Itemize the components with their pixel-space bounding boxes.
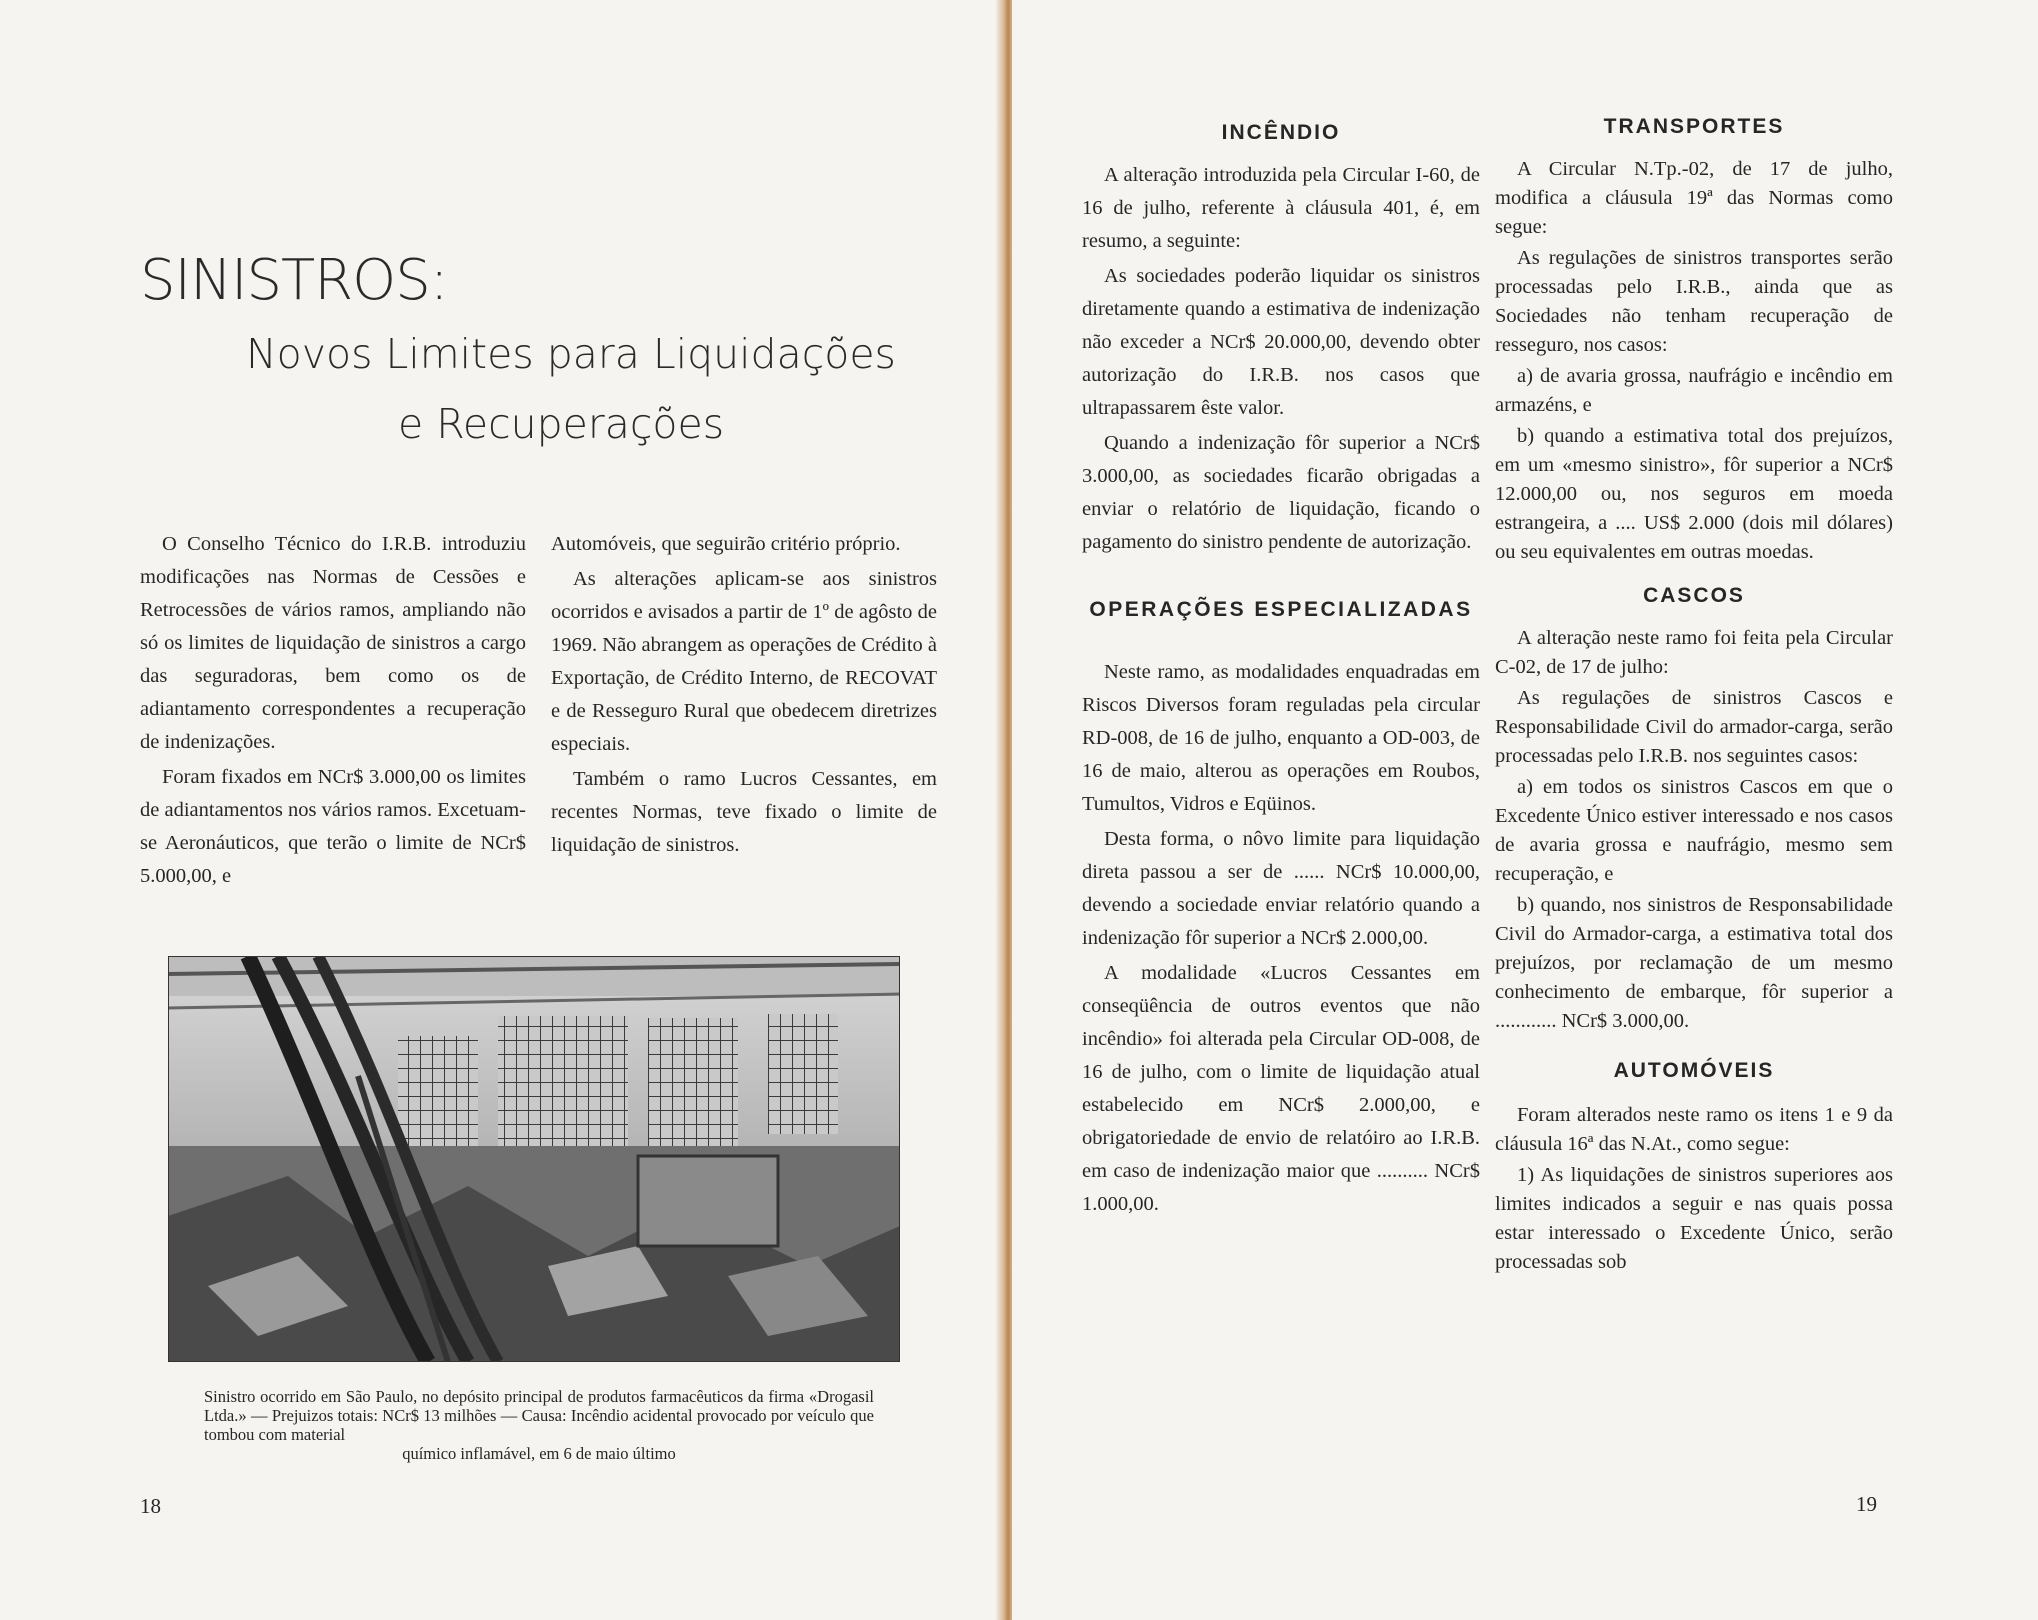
left-page bbox=[0, 0, 1000, 1620]
paragraph: 1) As liquidações de sinistros superiores aos limites indicados a seguir e nas quais possa estar interessado o Excedente Único, serão processadas sob bbox=[1495, 1164, 1893, 1273]
paragraph: A alteração introduzida pela Circular I-60, de 16 de julho, referente à cláusula 401, é, em resumo, a seguinte: bbox=[1082, 164, 1480, 252]
list-item: a) de avaria grossa, naufrágio e incêndio em armazéns, e bbox=[1495, 365, 1893, 416]
article-subtitle-line2: e Recuperações bbox=[398, 400, 725, 448]
page-number-right: 19 bbox=[1856, 1492, 1877, 1516]
article-title: SINISTROS: bbox=[140, 248, 448, 313]
fire-damage-photo bbox=[168, 956, 900, 1362]
paragraph: As regulações de sinistros Cascos e Responsabilidade Civil do armador-carga, serão processadas pelo I.R.B. nos seguintes casos: bbox=[1495, 687, 1893, 767]
list-item: a) em todos os sinistros Cascos em que o Excedente Único estiver interessado e nos casos de avaria grossa e naufrágio, mesmo sem recuperação, e bbox=[1495, 776, 1893, 885]
left-column-2 bbox=[551, 528, 937, 864]
paragraph: O Conselho Técnico do I.R.B. introduziu modificações nas Normas de Cessões e Retrocessões de vários ramos, ampliando não só os limites de liquidação de sinistros a cargo das seguradoras, bem como os de adiantamento correspondentes a recuperação de indenizações. bbox=[140, 533, 526, 753]
caption-text: Sinistro ocorrido em São Paulo, no depósito principal de produtos farmacêuticos da firma «Drogasil Ltda.» — Prejuizos totais: NCr$ 13 milhões — Causa: Incêndio acidental provocado por veículo que tombou com material bbox=[204, 1387, 874, 1444]
page-number-left: 18 bbox=[140, 1494, 161, 1518]
paragraph: Neste ramo, as modalidades enquadradas em Riscos Diversos foram reguladas pela circular RD-008, de 16 de julho, enquanto a OD-003, de 16 de maio, alterou as operações em Roubos, Tumultos, Vidros e Eqüinos. bbox=[1082, 661, 1480, 815]
heading-automoveis: AUTOMÓVEIS bbox=[1613, 1059, 1775, 1082]
paragraph: As alterações aplicam-se aos sinistros ocorridos e avisados a partir de 1º de agôsto de 1969. Não abrangem as operações de Crédito à Exportação, de Crédito Interno, de RECOVAT e de Resseguro Rural que obedecem diretrizes especiais. bbox=[551, 568, 937, 755]
heading-cascos: CASCOS bbox=[1643, 584, 1745, 607]
caption-last-line: químico inflamável, em 6 de maio último bbox=[402, 1444, 676, 1463]
right-column-1 bbox=[1082, 116, 1480, 1223]
paragraph: Foram alterados neste ramo os itens 1 e 9 da cláusula 16ª das N.At., como segue: bbox=[1495, 1104, 1893, 1155]
paragraph: A modalidade «Lucros Cessantes em conseqüência de outros eventos que não incêndio» foi alterada pela Circular OD-008, de 16 de julho, com o limite de liquidação atual estabelecido em NCr$ 2.000,00, e obrigatoriedade de envio de relatóiro ao I.R.B. em caso de indenização maior que .......... NCr$ 1.000,00. bbox=[1082, 962, 1480, 1215]
paragraph: Foram fixados em NCr$ 3.000,00 os limites de adiantamentos nos vários ramos. Excetuam-se Aeronáuticos, que terão o limite de NCr$ 5.000,00, e bbox=[140, 766, 526, 887]
paragraph: Automóveis, que seguirão critério próprio. bbox=[551, 533, 901, 555]
paragraph: Desta forma, o nôvo limite para liquidação direta passou a ser de ...... NCr$ 10.000,00, devendo a sociedade enviar relatório quando a indenização fôr superior a NCr$ 2.000,00. bbox=[1082, 828, 1480, 949]
paragraph: Também o ramo Lucros Cessantes, em recentes Normas, teve fixado o limite de liquidação de sinistros. bbox=[551, 768, 937, 856]
heading-operacoes-especializadas: OPERAÇÕES ESPECIALIZADAS bbox=[1089, 598, 1473, 621]
right-page bbox=[1012, 0, 2038, 1620]
paragraph: As regulações de sinistros transportes serão processadas pelo I.R.B., ainda que as Sociedades não tenham recuperação de resseguro, nos casos: bbox=[1495, 247, 1893, 356]
right-column-2 bbox=[1495, 112, 1893, 1279]
heading-incendio: INCÊNDIO bbox=[1221, 121, 1341, 144]
paragraph: As sociedades poderão liquidar os sinistros diretamente quando a estimativa de indenização não exceder a NCr$ 20.000,00, devendo obter autorização do I.R.B. nos casos que ultrapassarem êste valor. bbox=[1082, 265, 1480, 419]
left-column-1 bbox=[140, 528, 526, 895]
heading-transportes: TRANSPORTES bbox=[1603, 115, 1785, 138]
paragraph: Quando a indenização fôr superior a NCr$ 3.000,00, as sociedades ficarão obrigadas a enviar o relatório de liquidação, ficando o pagamento do sinistro pendente de autorização. bbox=[1082, 432, 1480, 553]
paragraph: A alteração neste ramo foi feita pela Circular C-02, de 17 de julho: bbox=[1495, 627, 1893, 678]
list-item: b) quando a estimativa total dos prejuízos, em um «mesmo sinistro», fôr superior a NCr$ 12.000,00 ou, nos seguros em moeda estrangeira, a .... US$ 2.000 (dois mil dólares) ou seu equivalentes em outras moedas. bbox=[1495, 425, 1893, 563]
article-subtitle-line1: Novos Limites para Liquidações bbox=[246, 330, 896, 378]
photo-caption bbox=[204, 1387, 874, 1463]
paragraph: A Circular N.Tp.-02, de 17 de julho, modifica a cláusula 19ª das Normas como segue: bbox=[1495, 158, 1893, 238]
list-item: b) quando, nos sinistros de Responsabilidade Civil do Armador-carga, a estimativa total dos prejuízos, por reclamação de um mesmo conhecimento de embarque, fôr superior a ............ NCr$ 3.000,00. bbox=[1495, 894, 1893, 1032]
